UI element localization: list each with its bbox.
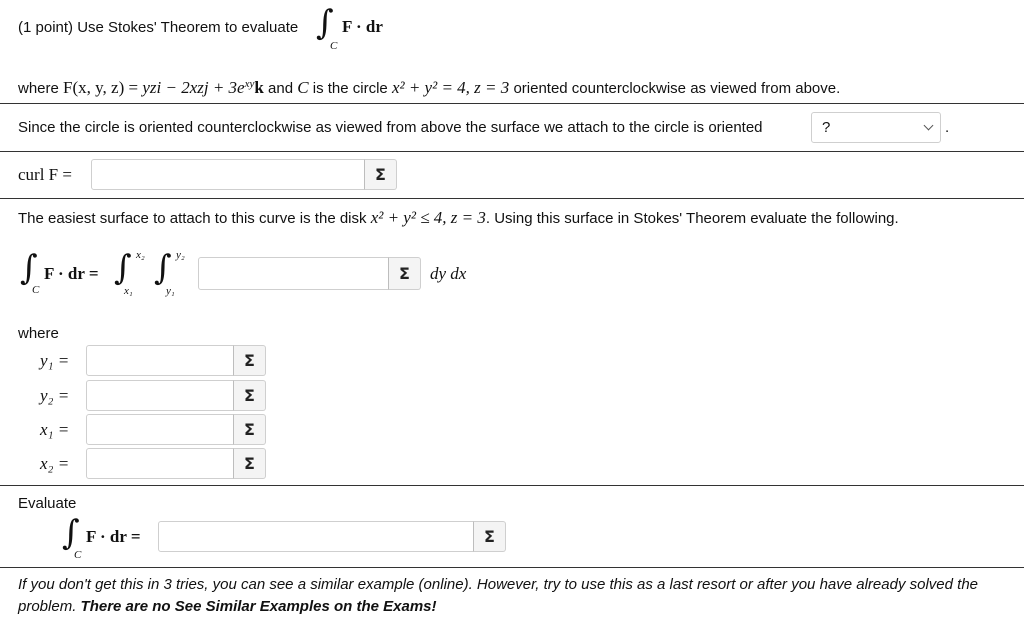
inner-integral-sign: ∫ <box>154 248 172 288</box>
orientation-period: . <box>945 119 950 136</box>
orientation-phrase: oriented counterclockwise as viewed from above. <box>513 80 841 97</box>
surface-text-after: . Using this surface in Stokes' Theorem evaluate the following. <box>485 210 899 227</box>
sigma-button[interactable]: Σ <box>233 380 266 411</box>
sigma-button[interactable]: Σ <box>388 257 421 290</box>
evaluate-label: Evaluate <box>18 495 77 512</box>
outer-integral-sign: ∫ <box>114 248 132 288</box>
footer-text: If you don't get this in 3 tries, you can see a similar example (online). However, try to use this as a last resort or after you have already solved the problem. <box>18 576 978 615</box>
curl-label: curl F = <box>18 165 72 184</box>
problem-points-text: (1 point) Use Stokes' Theorem to evaluate <box>18 19 299 36</box>
integral-subscript: C <box>32 284 40 296</box>
chevron-down-icon <box>924 121 934 131</box>
inner-lower-limit: y₁ <box>166 285 175 297</box>
footer-note <box>18 574 1018 618</box>
divider <box>0 198 1024 199</box>
divider <box>0 103 1024 104</box>
circle-equation: x² + y² = 4, z = 3 <box>391 78 510 97</box>
integral-sign: ∫ <box>316 3 334 43</box>
orientation-text: Since the circle is oriented counterclockwise as viewed from above the surface we attach to the circle is oriented <box>18 119 763 136</box>
x1-input[interactable] <box>86 414 234 445</box>
x2-input[interactable] <box>86 448 234 479</box>
bound-label-y2: y₂ = <box>40 386 70 405</box>
F-definition-lhs: F(x, y, z) = <box>63 78 143 97</box>
F-definition-rhs: yzi − 2xzj + 3e <box>142 78 245 97</box>
orientation-select[interactable] <box>811 112 941 143</box>
divider <box>0 485 1024 486</box>
integral-sign: ∫ <box>62 513 80 553</box>
outer-upper-limit: x₂ <box>136 249 145 261</box>
inner-upper-limit: y₂ <box>176 249 185 261</box>
divider <box>0 567 1024 568</box>
integrand: F · dr <box>342 17 383 36</box>
sigma-button[interactable]: Σ <box>233 448 266 479</box>
integrand-input[interactable] <box>198 257 389 290</box>
bound-label-y1: y₁ = <box>40 351 70 370</box>
y2-input[interactable] <box>86 380 234 411</box>
evaluate-lhs: F · dr = <box>86 527 141 546</box>
sigma-button[interactable]: Σ <box>364 159 397 190</box>
double-integral-lhs: F · dr = <box>44 264 99 283</box>
integral-subscript: C <box>330 40 338 52</box>
footer-bold-text: There are no See Similar Examples on the Exams! <box>80 598 437 615</box>
disk-equation: x² + y² ≤ 4, z = 3 <box>370 208 486 227</box>
bound-label-x2: x₂ = <box>40 454 70 473</box>
where-label: where <box>18 80 59 97</box>
orientation-select-value: ? <box>822 119 831 136</box>
outer-lower-limit: x₁ <box>124 285 133 297</box>
statement-line <box>18 78 840 98</box>
integral-subscript: C <box>74 549 82 561</box>
bound-label-x1: x₁ = <box>40 420 70 439</box>
y1-input[interactable] <box>86 345 234 376</box>
differential: dy dx <box>430 264 467 283</box>
curl-input[interactable] <box>91 159 365 190</box>
curve-C: C <box>297 78 309 97</box>
F-k-component: k <box>254 78 264 97</box>
evaluate-input[interactable] <box>158 521 474 552</box>
surface-text-before: The easiest surface to attach to this curve is the disk <box>18 210 367 227</box>
integral-sign: ∫ <box>20 248 38 288</box>
where-label: where <box>18 325 59 342</box>
divider <box>0 151 1024 152</box>
sigma-button[interactable]: Σ <box>233 414 266 445</box>
F-exponent: xy <box>244 78 255 90</box>
and-label: and <box>268 80 294 97</box>
is-circle-label: is the circle <box>312 80 388 97</box>
sigma-button[interactable]: Σ <box>233 345 266 376</box>
sigma-button[interactable]: Σ <box>473 521 506 552</box>
surface-line <box>18 208 899 228</box>
